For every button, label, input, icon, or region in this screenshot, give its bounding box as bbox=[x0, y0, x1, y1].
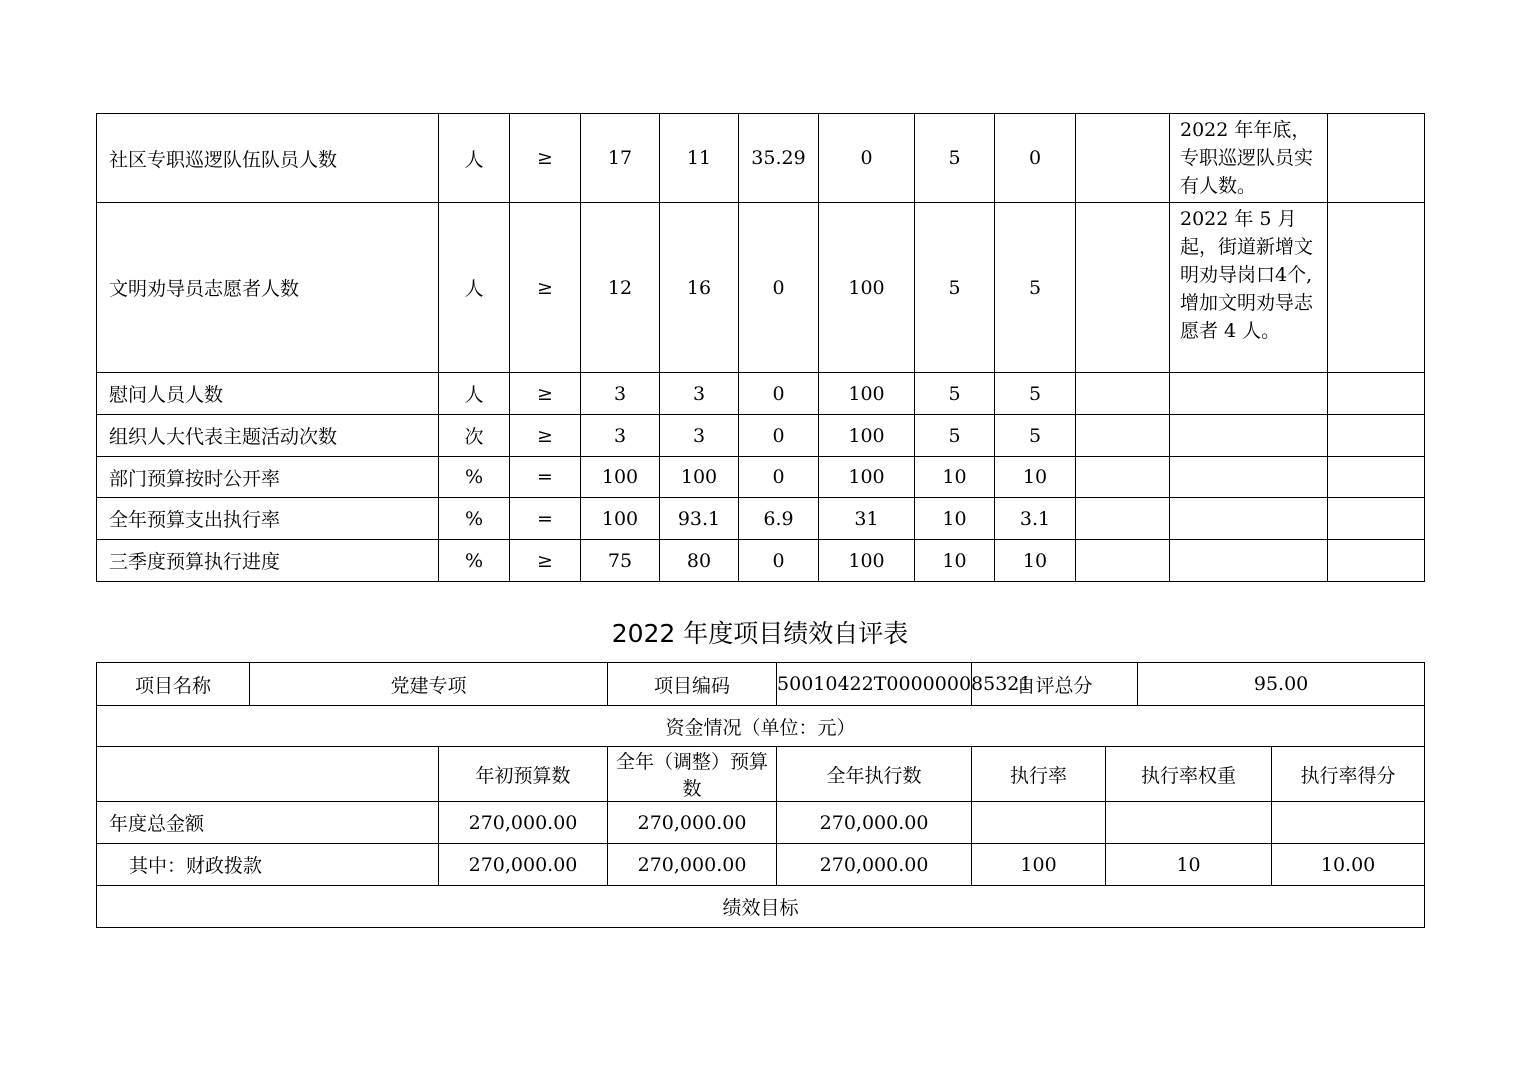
funds-row bbox=[97, 802, 1425, 844]
funds-header: 执行率 bbox=[972, 747, 1106, 802]
funds-cell: 270,000.00 bbox=[608, 844, 777, 886]
table-row bbox=[97, 415, 1425, 457]
indicator-actual: 3 bbox=[660, 415, 739, 457]
funds-cell: 270,000.00 bbox=[439, 844, 608, 886]
funds-header: 年初预算数 bbox=[439, 747, 608, 802]
indicator-unit: 人 bbox=[439, 203, 510, 373]
page-title: 2022 年度项目绩效自评表 bbox=[611, 619, 909, 648]
funds-cell bbox=[1272, 802, 1425, 844]
indicator-actual: 3 bbox=[660, 373, 739, 415]
project-name-value: 党建专项 bbox=[250, 663, 608, 706]
indicator-target: 75 bbox=[581, 540, 660, 582]
funds-header: 全年执行数 bbox=[777, 747, 972, 802]
funds-cell: 270,000.00 bbox=[777, 844, 972, 886]
indicator-score: 3.1 bbox=[995, 498, 1076, 540]
indicator-target: 100 bbox=[581, 457, 660, 498]
indicator-rate: 0 bbox=[819, 114, 915, 203]
indicator-dev: 0 bbox=[739, 415, 819, 457]
indicator-op: = bbox=[510, 498, 581, 540]
indicator-note bbox=[1170, 498, 1328, 540]
indicator-blank bbox=[1076, 415, 1170, 457]
funds-header: 执行率得分 bbox=[1272, 747, 1425, 802]
indicator-score: 5 bbox=[995, 203, 1076, 373]
table-row bbox=[97, 114, 1425, 203]
indicator-name: 全年预算支出执行率 bbox=[97, 498, 439, 540]
indicator-extra bbox=[1328, 415, 1425, 457]
indicator-extra bbox=[1328, 114, 1425, 203]
funds-cell: 270,000.00 bbox=[608, 802, 777, 844]
indicator-note bbox=[1170, 415, 1328, 457]
indicator-op: ≥ bbox=[510, 540, 581, 582]
indicator-dev: 6.9 bbox=[739, 498, 819, 540]
indicator-dev: 0 bbox=[739, 540, 819, 582]
table-row bbox=[97, 540, 1425, 582]
indicator-weight: 10 bbox=[915, 457, 995, 498]
indicator-actual: 100 bbox=[660, 457, 739, 498]
indicator-dev: 0 bbox=[739, 203, 819, 373]
project-info-row bbox=[97, 663, 1425, 706]
indicator-unit: % bbox=[439, 457, 510, 498]
indicator-op: ≥ bbox=[510, 114, 581, 203]
indicator-note bbox=[1170, 457, 1328, 498]
funds-cell: 10.00 bbox=[1272, 844, 1425, 886]
funds-cell: 270,000.00 bbox=[777, 802, 972, 844]
indicator-unit: % bbox=[439, 540, 510, 582]
indicator-note: 2022 年年底，专职巡逻队员实有人数。 bbox=[1170, 114, 1328, 203]
indicator-table bbox=[96, 113, 1425, 582]
funds-header: 执行率权重 bbox=[1106, 747, 1272, 802]
funds-cell bbox=[972, 802, 1106, 844]
performance-goal-label: 绩效目标 bbox=[97, 886, 1425, 928]
indicator-name: 组织人大代表主题活动次数 bbox=[97, 415, 439, 457]
indicator-op: = bbox=[510, 457, 581, 498]
table-row bbox=[97, 373, 1425, 415]
indicator-extra bbox=[1328, 457, 1425, 498]
funds-header-row bbox=[97, 747, 1425, 802]
funds-cell: 100 bbox=[972, 844, 1106, 886]
indicator-op: ≥ bbox=[510, 203, 581, 373]
indicator-actual: 93.1 bbox=[660, 498, 739, 540]
funds-cell bbox=[1106, 802, 1272, 844]
funds-row-label: 年度总金额 bbox=[97, 802, 439, 844]
funds-cell: 10 bbox=[1106, 844, 1272, 886]
indicator-unit: 人 bbox=[439, 373, 510, 415]
indicator-rate: 100 bbox=[819, 415, 915, 457]
indicator-weight: 5 bbox=[915, 203, 995, 373]
indicator-name: 社区专职巡逻队伍队员人数 bbox=[97, 114, 439, 203]
indicator-name: 文明劝导员志愿者人数 bbox=[97, 203, 439, 373]
indicator-target: 17 bbox=[581, 114, 660, 203]
indicator-name: 三季度预算执行进度 bbox=[97, 540, 439, 582]
indicator-dev: 0 bbox=[739, 373, 819, 415]
indicator-weight: 10 bbox=[915, 540, 995, 582]
indicator-note: 2022 年 5 月起，街道新增文明劝导岗口4个,增加文明劝导志愿者 4 人。 bbox=[1170, 203, 1328, 373]
indicator-extra bbox=[1328, 498, 1425, 540]
project-code-value: 50010422T000000085321 bbox=[777, 663, 972, 706]
indicator-weight: 5 bbox=[915, 415, 995, 457]
indicator-target: 100 bbox=[581, 498, 660, 540]
indicator-rate: 100 bbox=[819, 457, 915, 498]
indicator-score: 0 bbox=[995, 114, 1076, 203]
indicator-rate: 100 bbox=[819, 540, 915, 582]
indicator-target: 12 bbox=[581, 203, 660, 373]
indicator-name: 慰问人员人数 bbox=[97, 373, 439, 415]
indicator-score: 5 bbox=[995, 373, 1076, 415]
indicator-rate: 100 bbox=[819, 373, 915, 415]
indicator-rate: 31 bbox=[819, 498, 915, 540]
indicator-extra bbox=[1328, 540, 1425, 582]
funds-row bbox=[97, 844, 1425, 886]
indicator-blank bbox=[1076, 373, 1170, 415]
indicator-weight: 5 bbox=[915, 114, 995, 203]
indicator-blank bbox=[1076, 114, 1170, 203]
indicator-unit: 次 bbox=[439, 415, 510, 457]
indicator-blank bbox=[1076, 457, 1170, 498]
indicator-op: ≥ bbox=[510, 373, 581, 415]
indicator-note bbox=[1170, 540, 1328, 582]
indicator-actual: 16 bbox=[660, 203, 739, 373]
indicator-score: 10 bbox=[995, 457, 1076, 498]
funds-section-label: 资金情况（单位：元） bbox=[97, 706, 1425, 747]
indicator-dev: 35.29 bbox=[739, 114, 819, 203]
table-row bbox=[97, 498, 1425, 540]
indicator-actual: 80 bbox=[660, 540, 739, 582]
indicator-target: 3 bbox=[581, 373, 660, 415]
indicator-name: 部门预算按时公开率 bbox=[97, 457, 439, 498]
project-table bbox=[96, 662, 1425, 928]
indicator-score: 5 bbox=[995, 415, 1076, 457]
funds-cell: 270,000.00 bbox=[439, 802, 608, 844]
indicator-note bbox=[1170, 373, 1328, 415]
indicator-blank bbox=[1076, 203, 1170, 373]
indicator-weight: 5 bbox=[915, 373, 995, 415]
indicator-extra bbox=[1328, 373, 1425, 415]
indicator-unit: 人 bbox=[439, 114, 510, 203]
project-code-label: 项目编码 bbox=[608, 663, 777, 706]
indicator-blank bbox=[1076, 498, 1170, 540]
funds-header: 全年（调整）预算数 bbox=[608, 747, 777, 802]
self-score-value: 95.00 bbox=[1138, 663, 1425, 706]
indicator-unit: % bbox=[439, 498, 510, 540]
funds-row-label: 其中：财政拨款 bbox=[97, 844, 439, 886]
indicator-op: ≥ bbox=[510, 415, 581, 457]
indicator-weight: 10 bbox=[915, 498, 995, 540]
indicator-target: 3 bbox=[581, 415, 660, 457]
indicator-score: 10 bbox=[995, 540, 1076, 582]
indicator-dev: 0 bbox=[739, 457, 819, 498]
table-row bbox=[97, 203, 1425, 373]
funds-header-blank bbox=[97, 747, 439, 802]
indicator-extra bbox=[1328, 203, 1425, 373]
project-name-label: 项目名称 bbox=[97, 663, 250, 706]
indicator-actual: 11 bbox=[660, 114, 739, 203]
self-score-label: 自评总分 bbox=[972, 663, 1138, 706]
indicator-rate: 100 bbox=[819, 203, 915, 373]
table-row bbox=[97, 457, 1425, 498]
indicator-blank bbox=[1076, 540, 1170, 582]
